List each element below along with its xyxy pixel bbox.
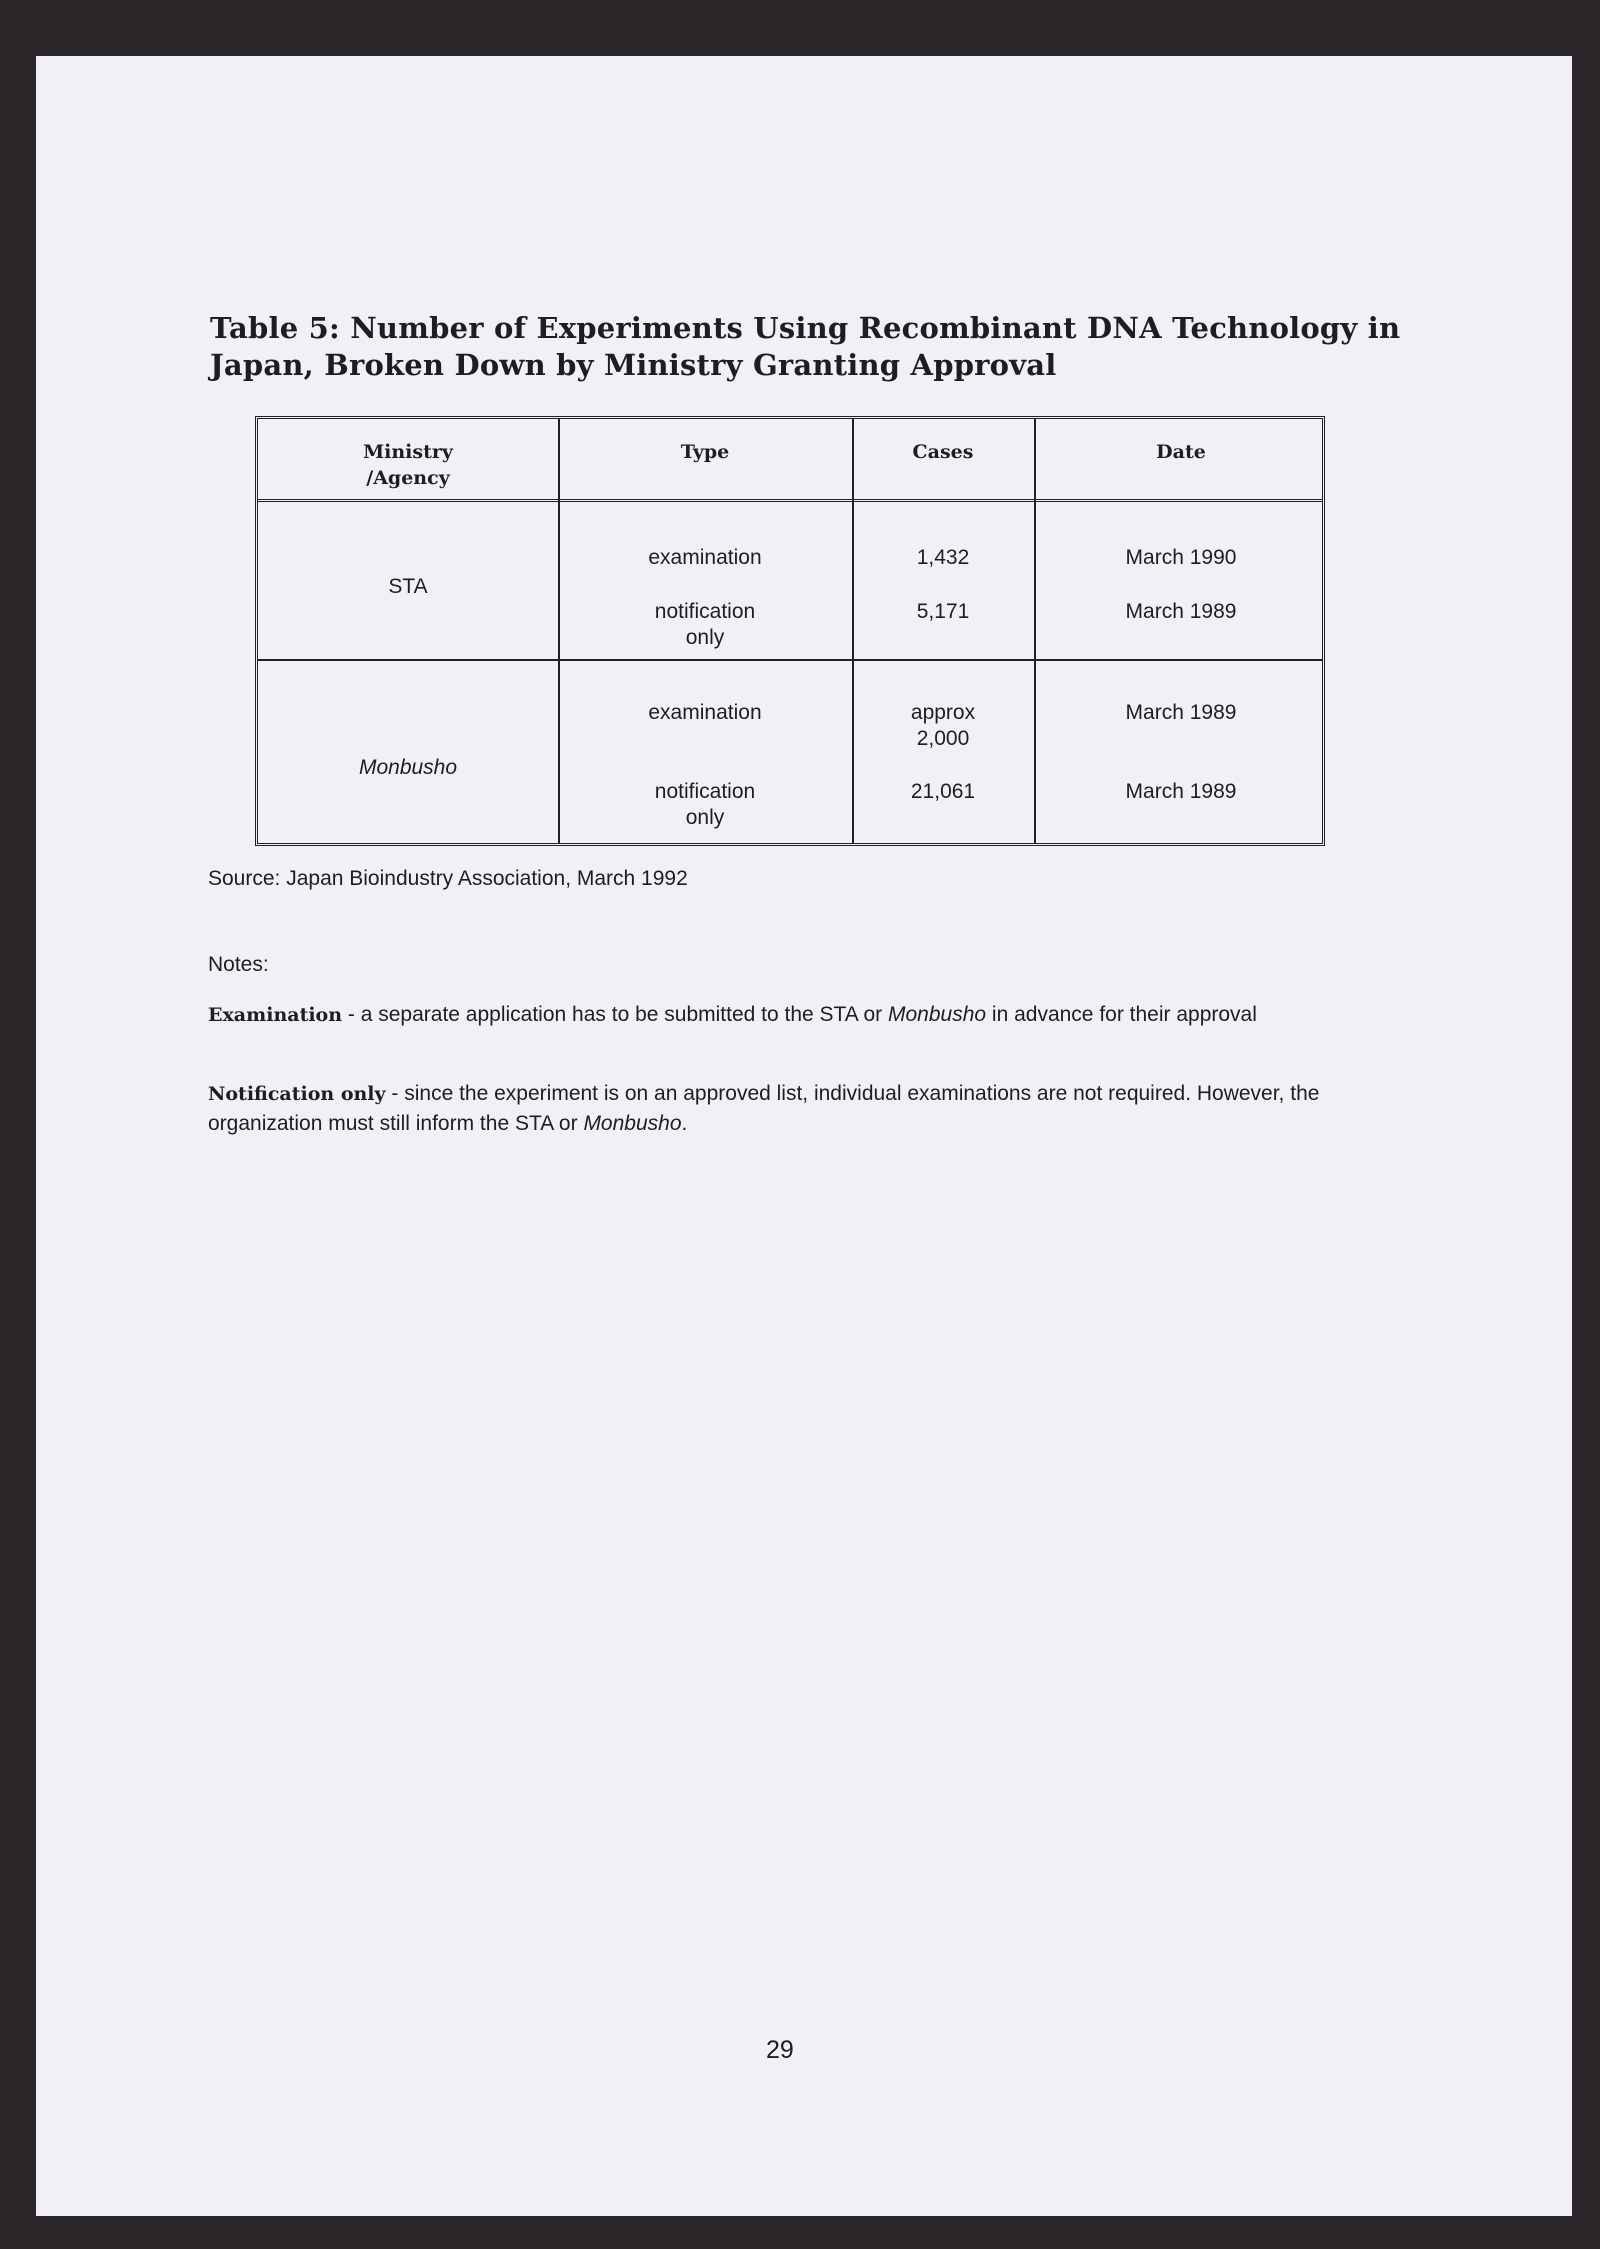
type-cell: notification only [654,780,756,829]
cases-cell: 21,061 [910,780,976,803]
experiments-table [255,416,1325,846]
column-divider [558,419,560,843]
date-cell: March 1990 [1125,546,1237,569]
column-divider [1034,419,1036,843]
notes-heading: Notes: [208,953,269,976]
page-number: 29 [766,2036,794,2064]
source-note: Source: Japan Bioindustry Association, March 1992 [208,867,688,890]
ministry-sta: STA [388,575,428,598]
date-cell: March 1989 [1125,600,1237,623]
ministry-monbusho: Monbusho [358,756,458,779]
note-examination: Examination - a separate application has to be submitted to the STA or Monbusho in advance for their approval [208,1003,1257,1026]
header-divider [258,499,1322,502]
type-cell: examination [648,701,762,724]
column-divider [852,419,854,843]
date-cell: March 1989 [1125,780,1237,803]
cases-cell: approx 2,000 [910,701,976,750]
header-type: Type [680,441,730,463]
cases-cell: 1,432 [916,546,970,569]
header-cases: Cases [912,441,974,463]
row-divider [258,659,1322,661]
type-cell: notification only [654,600,756,649]
table-title: Table 5: Number of Experiments Using Recombinant DNA Technology in Japan, Broken Down by Ministry Granting Approval [210,311,1401,382]
header-date: Date [1156,441,1206,463]
type-cell: examination [648,546,762,569]
date-cell: March 1989 [1125,701,1237,724]
note-notification: Notification only - since the experiment is on an approved list, individual examinations are not required. However, the organization must still inform the STA or Monbusho. [208,1082,1320,1135]
cases-cell: 5,171 [916,600,970,623]
header-ministry: Ministry /Agency [363,441,453,489]
